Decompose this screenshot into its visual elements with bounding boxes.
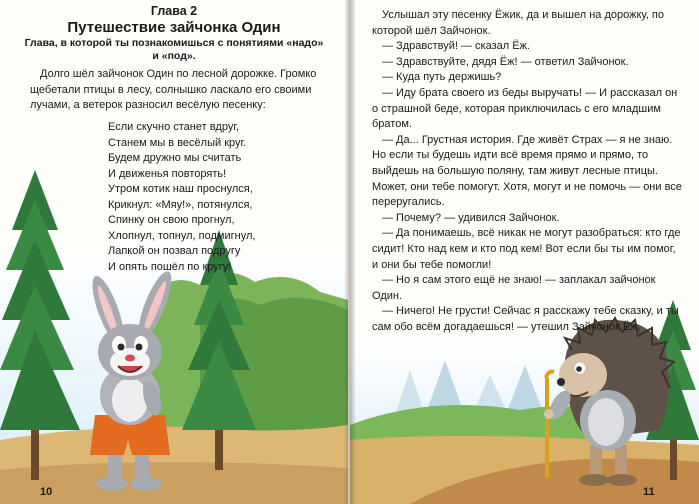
chapter-title: Путешествие зайчонка Один [67, 19, 281, 36]
right-page [350, 0, 699, 504]
poem-line: Будем дружно мы считать [108, 152, 242, 164]
story-paragraph: Услышал эту песенку Ёжик, да и вышел на дорожку, по которой шёл Зайчонок. [372, 9, 664, 37]
book-gutter [344, 0, 356, 504]
story-paragraph: — Но я сам этого ещё не знаю! — заплакал зайчонок Один. [372, 274, 656, 302]
poem-line: Утром котик наш проснулся, [108, 183, 253, 195]
poem-line: Лапкой он позвал подругу [108, 245, 241, 257]
story-text [372, 8, 684, 335]
chapter-subtitle: Глава, в которой ты познакомишься с понятиями «надо» и «под». [24, 37, 324, 62]
story-paragraph: — Да понимаешь, всё никак не могут разобраться: кто где сидит! Кто над кем и кто под кем! Вот если бы ты им помог, и они бы тебе помогли! [372, 227, 681, 271]
poem-line: И опять пошёл по кругу! [108, 260, 232, 273]
story-paragraph: — Почему? — удивился Зайчонок. [382, 211, 560, 224]
story-paragraph: — Ничего! Не грусти! Сейчас я расскажу тебе сказку, и ты сам обо всём догадаешься! — утешил Зайчонок Ёж. [372, 305, 679, 333]
story-paragraph: — Здравствуй! — сказал Ёж. [382, 40, 530, 53]
story-paragraph: — Здравствуйте, дядя Ёж! — ответил Зайчонок. [382, 55, 629, 68]
left-page [0, 0, 348, 504]
intro-text [30, 67, 330, 114]
poem-line: Крикнул: «Мяу!», потянулся, [108, 198, 253, 211]
intro-paragraph: Долго шёл зайчонок Один по лесной дорожке. Громко щебетали птицы в лесу, солнышко ласкало его своими лучами, а ветерок разносил весёлую песенку: [30, 68, 317, 111]
story-paragraph: — Иду брата своего из беды выручать! — И рассказал он о страшной беде, которая приключилась с его младшим братом. [372, 86, 678, 131]
page-number-right: 11 [643, 486, 655, 498]
poem-line: Станем мы в весёлый круг. [108, 136, 247, 149]
poem-line: Спинку он свою прогнул, [108, 214, 235, 226]
story-paragraph: — Куда путь держишь? [382, 71, 502, 84]
chapter-number: Глава 2 [150, 4, 198, 18]
poem-line: И движенья повторять! [108, 167, 227, 180]
page-number-left: 10 [40, 486, 53, 498]
story-paragraph: — Да... Грустная история. Где живёт Страх — я не знаю. Но если ты будешь идти всё время прямо и прямо, то выйдешь на большую поляну, там живут лесные птицы. Может, они тебе помогут. Хотя, могут и не помочь — они все переругались. [372, 133, 682, 209]
poem-line: Если скучно станет вдруг, [108, 121, 240, 133]
poem [108, 120, 328, 275]
poem-line: Хлопнул, топнул, подмигнул, [108, 229, 256, 242]
